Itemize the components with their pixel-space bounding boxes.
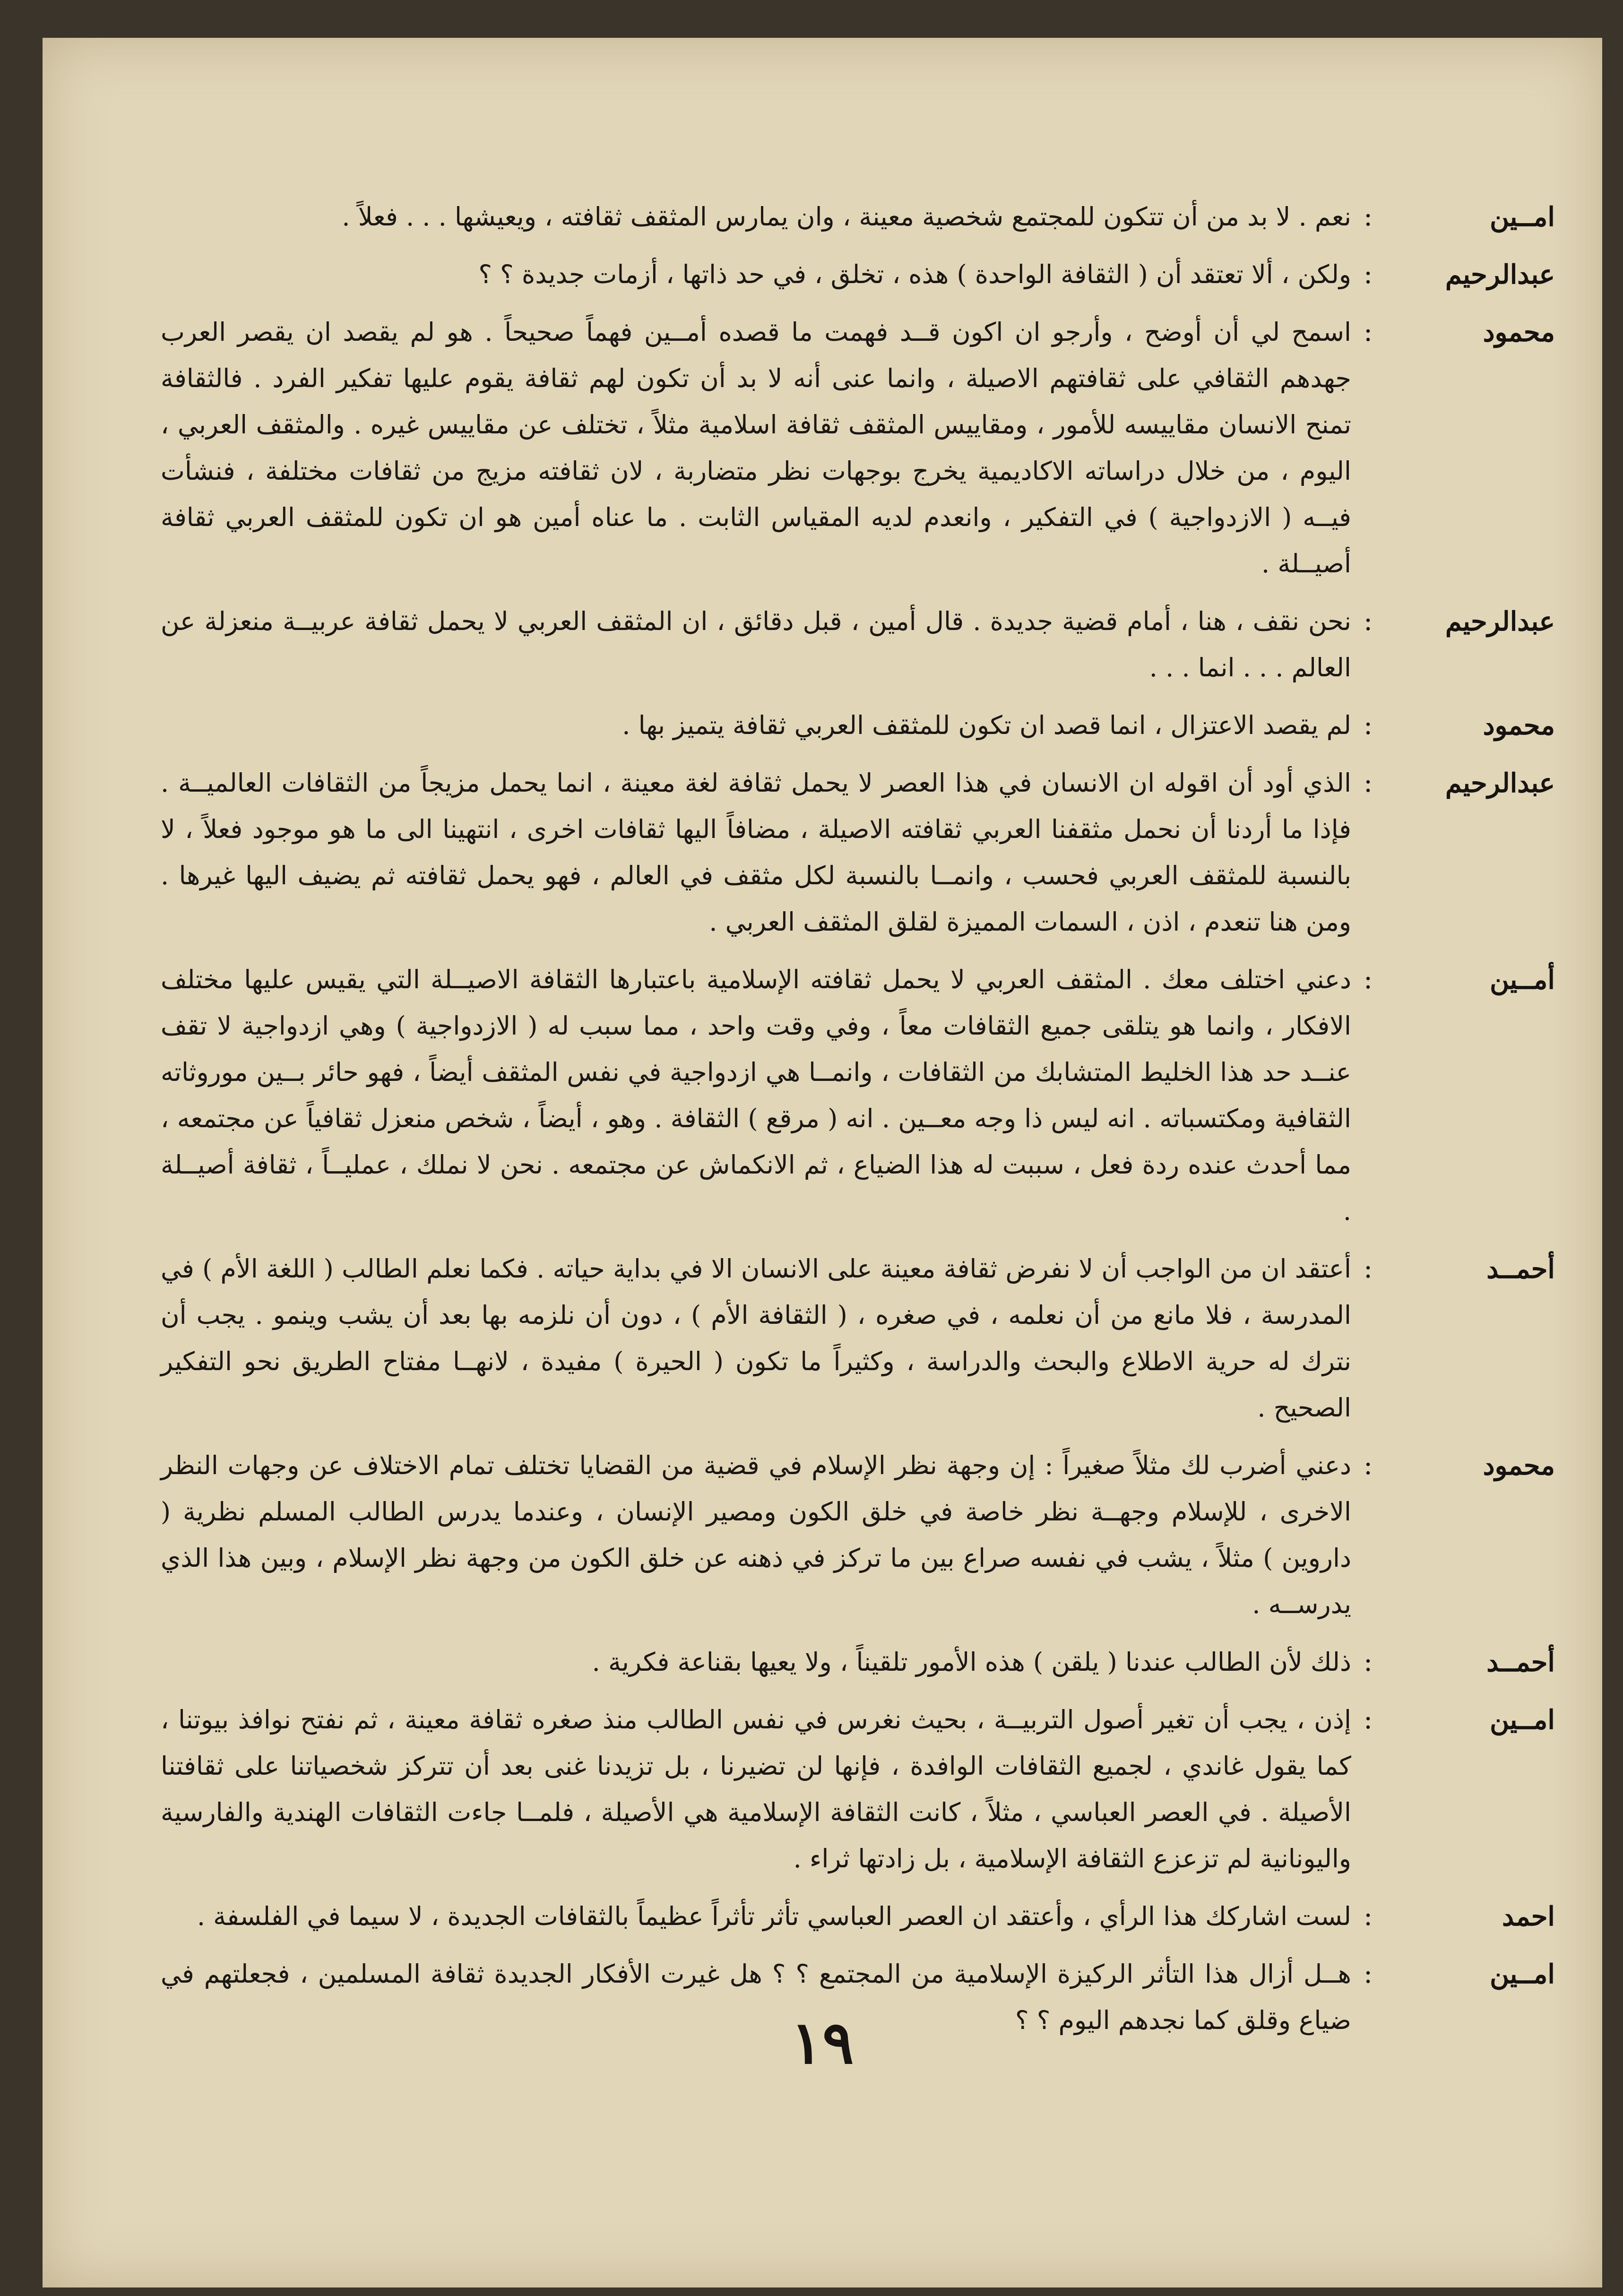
dialogue-entry [161,1639,1555,1685]
speaker-separator: : [1364,606,1373,637]
speech-text: أعتقد ان من الواجب أن لا نفرض ثقافة معينة على الانسان الا في بداية حياته . فكما نعلم الطالب ( اللغة الأم ) في المدرسة ، فلا مانع من أن نعلمه ، في صغره ، ( الثقافة الأم ) ، دون أن نلزمه بها بعد أن يشب وينمو . يجب أن نترك له حرية الاطلاع والبحث والدراسة ، وكثيراً ما تكون ( الحيرة ) مفيدة ، لانهــا مفتاح الطريق نحو التفكير الصحيح . [161,1254,1351,1423]
speaker-name: أمــين [1490,964,1555,995]
speech-text: هــل أزال هذا التأثر الركيزة الإسلامية من المجتمع ؟ ؟ هل غيرت الأفكار الجديدة ثقافة المسلمين ، فجعلتهم في ضياع وقلق كما نجدهم اليوم ؟ ؟ [161,1959,1351,2035]
speaker-separator: : [1364,1450,1373,1481]
speech-text: إذن ، يجب أن تغير أصول التربيــة ، بحيث نغرس في نفس الطالب منذ صغره ثقافة معينة ، ثم نفتح نوافذ بيوتنا ، كما يقول غاندي ، لجميع الثقافات الوافدة ، فإنها لن تضيرنا ، بل تزيدنا غنى بعد أن تتركز شخصياتنا على ثقافتنا الأصيلة . في العصر العباسي ، مثلاً ، كانت الثقافة الإسلامية هي الأصيلة ، فلمــا جاءت الثقافات الهندية والفارسية واليونانية لم تزعزع الثقافة الإسلامية ، بل زادتها ثراء . [161,1705,1351,1873]
speaker-separator: : [1364,259,1373,290]
speaker-name: امــين [1490,1704,1555,1735]
speech-text: دعني أضرب لك مثلاً صغيراً : إن وجهة نظر الإسلام في قضية من القضايا تختلف تمام الاختلاف عن وجهات النظر الاخرى ، للإسلام وجهــة نظر خاصة في خلق الكون ومصير الإنسان ، وعندما يدرس الطالب المسلم نظرية ( داروين ) مثلاً ، يشب في نفسه صراع بين ما تركز في ذهنه عن خلق الكون من وجهة نظر الإسلام ، وبين هذا الذي يدرســه . [161,1450,1351,1619]
speaker-separator: : [1364,1253,1373,1284]
speaker-name: محمود [1483,710,1555,741]
speaker-separator: : [1364,1704,1373,1735]
speaker-name: عبدالرحيم [1445,259,1555,290]
dialogue-entry [161,1893,1555,1940]
dialogue-entry [161,309,1555,587]
dialogue-entry [161,1697,1555,1882]
speaker-separator: : [1364,1901,1373,1932]
speaker-name: امــين [1490,1959,1555,1990]
speaker-name: عبدالرحيم [1445,606,1555,637]
speaker-name: أحمــد [1486,1253,1555,1285]
speaker-name: احمد [1502,1901,1555,1932]
speaker-separator: : [1364,1959,1373,1989]
speech-text: نحن نقف ، هنا ، أمام قضية جديدة . قال أمين ، قبل دقائق ، ان المثقف العربي لا يحمل ثقافة عربيــة منعزلة عن العالم . . . انما . . . [161,606,1351,682]
speaker-separator: : [1364,710,1373,741]
speaker-separator: : [1364,317,1373,347]
dialogue-entry [161,957,1555,1234]
dialogue-entry [161,251,1555,298]
dialogue-entry [161,760,1555,945]
speech-text: ولكن ، ألا تعتقد أن ( الثقافة الواحدة ) هذه ، تخلق ، في حد ذاتها ، أزمات جديدة ؟ ؟ [478,259,1351,289]
speaker-name: امــين [1490,201,1555,233]
speaker-separator: : [1364,768,1373,798]
speech-text: لم يقصد الاعتزال ، انما قصد ان تكون للمثقف العربي ثقافة يتميز بها . [622,710,1351,740]
dialogue-entry [161,1442,1555,1628]
speaker-name: أحمــد [1486,1647,1555,1678]
speaker-separator: : [1364,964,1373,995]
dialogue-body [161,194,1555,2055]
speech-text: الذي أود أن اقوله ان الانسان في هذا العصر لا يحمل ثقافة لغة معينة ، انما يحمل مزيجاً من الثقافات العالميــة . فإذا ما أردنا أن نحمل مثقفنا العربي ثقافته الاصيلة ، مضافاً اليها ثقافات اخرى ، انتهينا الى ما هو موجود فعلاً ، لا بالنسبة للمثقف العربي فحسب ، وانمــا بالنسبة لكل مثقف في العالم ، فهو يحمل ثقافته ثم يضيف اليها غيرها . ومن هنا تنعدم ، اذن ، السمات المميزة لقلق المثقف العربي . [161,768,1351,937]
speech-text: ذلك لأن الطالب عندنا ( يلقن ) هذه الأمور تلقيناً ، ولا يعيها بقناعة فكرية . [592,1647,1351,1677]
speech-text: دعني اختلف معك . المثقف العربي لا يحمل ثقافته الإسلامية باعتبارها الثقافة الاصيــلة التي يقيس عليها مختلف الافكار ، وانما هو يتلقى جميع الثقافات معاً ، وفي وقت واحد ، مما سبب له ( الازدواجية ) وهي ازدواجية لا تقف عنــد حد هذا الخليط المتشابك من الثقافات ، وانمــا هي ازدواجية في نفس المثقف أيضاً ، فهو حائر بــين موروثاته الثقافية ومكتسباته . انه ليس ذا وجه معــين . انه ( مرقع ) الثقافة . وهو ، أيضاً ، شخص منعزل ثقافياً عن مجتمعه ، مما أحدث عنده ردة فعل ، سببت له هذا الضياع ، ثم الانكماش عن مجتمعه . نحن لا نملك ، عمليــاً ، ثقافة أصيــلة . [161,965,1351,1226]
page-number: ١٩ [791,2009,854,2077]
speaker-name: عبدالرحيم [1445,768,1555,799]
speaker-name: محمود [1483,1450,1555,1481]
speech-text: نعم . لا بد من أن تتكون للمجتمع شخصية معينة ، وان يمارس المثقف ثقافته ، ويعيشها . . . فعلاً . [342,202,1351,232]
speech-text: لست اشاركك هذا الرأي ، وأعتقد ان العصر العباسي تأثر تأثراً عظيماً بالثقافات الجديدة ، لا سيما في الفلسفة . [197,1901,1351,1931]
speaker-separator: : [1364,1647,1373,1677]
speaker-separator: : [1364,201,1373,232]
dialogue-entry [161,702,1555,749]
dialogue-entry [161,194,1555,240]
dialogue-entry [161,1246,1555,1431]
document-page [43,38,1602,2287]
speech-text: اسمح لي أن أوضح ، وأرجو ان اكون قــد فهمت ما قصده أمــين فهماً صحيحاً . هو لم يقصد ان يقصر العرب جهدهم الثقافي على ثقافتهم الاصيلة ، وانما عنى أنه لا بد أن تكون لهم ثقافة يقوم عليها تفكير الفرد . فالثقافة تمنح الانسان مقاييسه للأمور ، ومقاييس المثقف ثقافة اسلامية مثلاً ، تختلف عن مقاييس غيره . والمثقف العربي ، اليوم ، من خلال دراساته الاكاديمية يخرج بوجهات نظر متضاربة ، لان ثقافته مزيج من ثقافات مختلفة ، فنشأت فيــه ( الازدواجية ) في التفكير ، وانعدم لديه المقياس الثابت . ما عناه أمين هو ان تكون للمثقف العربي ثقافة أصيــلة . [161,317,1351,578]
speaker-name: محمود [1483,317,1555,348]
dialogue-entry [161,598,1555,691]
